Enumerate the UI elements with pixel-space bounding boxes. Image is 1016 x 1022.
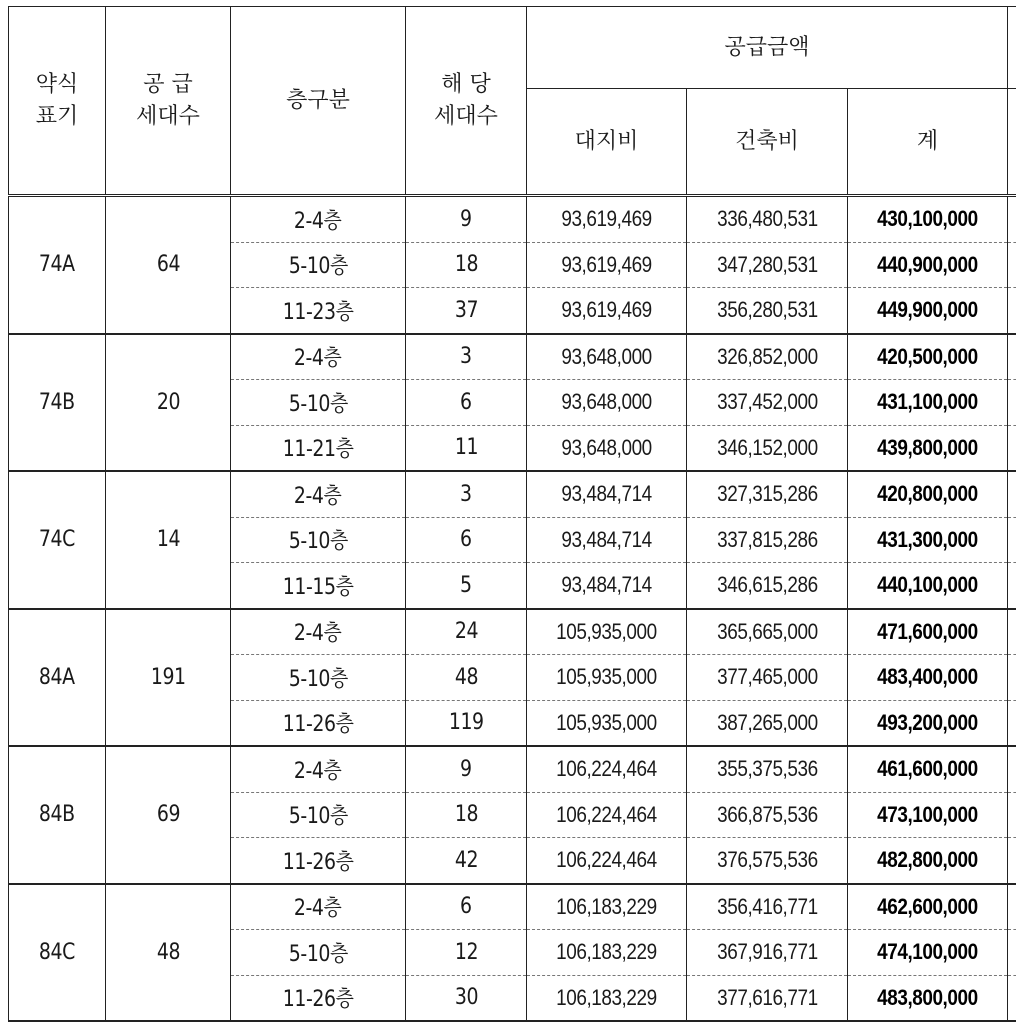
land-cell: [527, 655, 687, 701]
total-cell-text: 430,100,000: [877, 206, 978, 232]
floor-cell-text: 11-15층: [282, 574, 354, 600]
extra-cut-cell: [1008, 746, 1016, 792]
units-cell: [406, 975, 527, 1021]
supply-cell: [106, 746, 231, 884]
floor-cell-text: 5-10층: [288, 529, 348, 555]
floor-cell: [231, 380, 406, 426]
type-cell-text: 84C: [38, 939, 75, 965]
extra-cut-cell: [1008, 838, 1016, 884]
supply-cell-text: 64: [156, 252, 180, 278]
extra-cut-cell: [1008, 563, 1016, 609]
building-cell-text: 347,280,531: [716, 251, 818, 277]
building-cell-text: 346,152,000: [716, 434, 818, 460]
table-row: [9, 609, 1016, 655]
land-cell: [527, 884, 687, 930]
building-cell: [687, 242, 848, 288]
floor-cell: [231, 196, 406, 243]
floor-cell: [231, 975, 406, 1021]
floor-cell-text: 2-4층: [294, 483, 342, 509]
floor-cell-text: 2-4층: [294, 758, 342, 784]
building-cell: [687, 746, 848, 792]
units-cell: [406, 884, 527, 930]
units-cell-text: 119: [448, 710, 484, 736]
supply-cell-text: 69: [156, 802, 180, 828]
table-row: [9, 196, 1016, 243]
floor-cell-text: 11-26층: [282, 712, 354, 738]
extra-cut-cell: [1008, 792, 1016, 838]
header-land: 대지비: [527, 89, 687, 196]
type-cell-text: 74C: [38, 527, 75, 553]
header-units-line2: 세대수: [434, 103, 498, 129]
building-cell: [687, 288, 848, 334]
building-cell-text: 346,615,286: [716, 572, 818, 598]
supply-cell: [106, 884, 231, 1022]
units-cell-text: 11: [454, 435, 478, 461]
building-cell-text: 337,815,286: [716, 526, 818, 552]
type-cell: [9, 196, 106, 334]
land-cell-text: 106,183,229: [556, 893, 657, 919]
total-cell-text: 431,100,000: [877, 389, 978, 415]
extra-cut-cell: [1008, 700, 1016, 746]
extra-cut-cell: [1008, 380, 1016, 426]
units-cell: [406, 838, 527, 884]
type-cell: [9, 746, 106, 884]
units-cell-text: 6: [460, 527, 472, 553]
total-cell-text: 440,900,000: [877, 251, 978, 277]
land-cell-text: 106,224,464: [556, 801, 657, 827]
supply-cell: [106, 471, 231, 609]
extra-cut-cell: [1008, 471, 1016, 517]
units-cell: [406, 517, 527, 563]
units-cell-text: 5: [460, 572, 472, 598]
total-cell: [848, 425, 1008, 471]
type-cell: [9, 609, 106, 747]
table-header: [9, 7, 1016, 196]
total-cell-text: 483,400,000: [877, 664, 978, 690]
floor-cell: [231, 700, 406, 746]
units-cell: [406, 930, 527, 976]
floor-cell-text: 2-4층: [294, 346, 342, 372]
building-cell-text: 355,375,536: [716, 756, 818, 782]
total-cell-text: 493,200,000: [877, 709, 978, 735]
header-total: 계: [848, 89, 1008, 196]
units-cell-text: 6: [460, 894, 472, 920]
land-cell: [527, 196, 687, 243]
total-cell-text: 440,100,000: [877, 572, 978, 598]
land-cell-text: 93,619,469: [561, 297, 652, 323]
total-cell: [848, 655, 1008, 701]
building-cell-text: 376,575,536: [716, 847, 818, 873]
land-cell-text: 106,224,464: [556, 847, 657, 873]
table-row: [9, 884, 1016, 930]
land-cell: [527, 792, 687, 838]
units-cell-text: 9: [460, 206, 472, 232]
land-cell-text: 93,619,469: [561, 251, 652, 277]
units-cell-text: 9: [460, 756, 472, 782]
total-cell: [848, 563, 1008, 609]
total-cell: [848, 517, 1008, 563]
land-cell-text: 106,183,229: [556, 939, 657, 965]
table-row: [9, 746, 1016, 792]
header-extra-cut: [1008, 7, 1016, 89]
floor-cell: [231, 792, 406, 838]
building-cell-text: 367,916,771: [716, 939, 818, 965]
extra-cut-cell: [1008, 975, 1016, 1021]
floor-cell: [231, 288, 406, 334]
units-cell: [406, 196, 527, 243]
extra-cut-cell: [1008, 655, 1016, 701]
supply-price-table: [8, 6, 1016, 1022]
land-cell: [527, 746, 687, 792]
floor-cell: [231, 609, 406, 655]
floor-cell: [231, 930, 406, 976]
building-cell: [687, 380, 848, 426]
total-cell-text: 474,100,000: [877, 939, 978, 965]
total-cell: [848, 700, 1008, 746]
building-cell: [687, 975, 848, 1021]
land-cell: [527, 609, 687, 655]
land-cell: [527, 471, 687, 517]
total-cell-text: 420,800,000: [877, 481, 978, 507]
building-cell-text: 336,480,531: [716, 206, 818, 232]
units-cell: [406, 609, 527, 655]
land-cell: [527, 975, 687, 1021]
building-cell-text: 387,265,000: [716, 709, 818, 735]
supply-cell: [106, 196, 231, 334]
building-cell: [687, 655, 848, 701]
extra-cut-cell: [1008, 930, 1016, 976]
building-cell: [687, 563, 848, 609]
land-cell-text: 105,935,000: [556, 709, 657, 735]
land-cell-text: 93,648,000: [561, 343, 652, 369]
total-cell: [848, 242, 1008, 288]
units-cell-text: 42: [454, 847, 478, 873]
header-units-line1: 해 당: [441, 71, 491, 97]
total-cell-text: 449,900,000: [877, 297, 978, 323]
floor-cell-text: 5-10층: [288, 666, 348, 692]
units-cell: [406, 242, 527, 288]
floor-cell-text: 5-10층: [288, 254, 348, 280]
units-cell-text: 30: [454, 985, 478, 1011]
units-cell-text: 24: [454, 619, 478, 645]
units-cell: [406, 334, 527, 380]
floor-cell-text: 5-10층: [288, 391, 348, 417]
building-cell: [687, 609, 848, 655]
total-cell: [848, 288, 1008, 334]
units-cell: [406, 425, 527, 471]
total-cell: [848, 838, 1008, 884]
total-cell-text: 420,500,000: [877, 343, 978, 369]
total-cell-text: 431,300,000: [877, 526, 978, 552]
total-cell-text: 483,800,000: [877, 984, 978, 1010]
floor-cell: [231, 884, 406, 930]
units-cell-text: 6: [460, 389, 472, 415]
building-cell: [687, 334, 848, 380]
total-cell: [848, 884, 1008, 930]
building-cell-text: 356,280,531: [716, 297, 818, 323]
total-cell-text: 439,800,000: [877, 434, 978, 460]
total-cell: [848, 930, 1008, 976]
table-row: [9, 334, 1016, 380]
floor-cell: [231, 517, 406, 563]
header-applicable-units: [406, 7, 527, 196]
supply-cell-text: 14: [156, 527, 180, 553]
supply-cell: [106, 334, 231, 472]
units-cell: [406, 563, 527, 609]
building-cell: [687, 838, 848, 884]
header-supply-units: [106, 7, 231, 196]
building-cell: [687, 425, 848, 471]
floor-cell: [231, 242, 406, 288]
floor-cell-text: 2-4층: [294, 621, 342, 647]
land-cell: [527, 930, 687, 976]
floor-cell-text: 11-23층: [282, 299, 354, 325]
header-price-group: 공급금액: [527, 7, 1008, 89]
header-extra-cut-2: [1008, 89, 1016, 196]
supply-cell-text: 48: [156, 939, 180, 965]
land-cell-text: 93,484,714: [561, 526, 652, 552]
floor-cell-text: 5-10층: [288, 804, 348, 830]
building-cell: [687, 471, 848, 517]
units-cell-text: 37: [454, 297, 478, 323]
floor-cell-text: 2-4층: [294, 208, 342, 234]
floor-cell-text: 5-10층: [288, 941, 348, 967]
units-cell: [406, 655, 527, 701]
units-cell-text: 48: [454, 664, 478, 690]
land-cell-text: 93,484,714: [561, 481, 652, 507]
units-cell: [406, 792, 527, 838]
units-cell: [406, 471, 527, 517]
header-supply-line1: 공 급: [143, 71, 193, 97]
price-table-container: [8, 6, 1016, 1022]
land-cell-text: 106,183,229: [556, 984, 657, 1010]
floor-cell-text: 11-21층: [282, 437, 354, 463]
extra-cut-cell: [1008, 884, 1016, 930]
units-cell: [406, 288, 527, 334]
units-cell-text: 12: [454, 939, 478, 965]
building-cell-text: 337,452,000: [716, 389, 818, 415]
total-cell-text: 461,600,000: [877, 756, 978, 782]
extra-cut-cell: [1008, 334, 1016, 380]
units-cell-text: 18: [454, 802, 478, 828]
units-cell: [406, 380, 527, 426]
table-row: [9, 471, 1016, 517]
extra-cut-cell: [1008, 517, 1016, 563]
extra-cut-cell: [1008, 242, 1016, 288]
land-cell-text: 93,648,000: [561, 389, 652, 415]
building-cell: [687, 196, 848, 243]
extra-cut-cell: [1008, 196, 1016, 243]
total-cell-text: 471,600,000: [877, 618, 978, 644]
land-cell: [527, 380, 687, 426]
type-cell: [9, 884, 106, 1022]
header-type-line2: 표기: [35, 103, 79, 129]
total-cell: [848, 975, 1008, 1021]
extra-cut-cell: [1008, 609, 1016, 655]
land-cell: [527, 425, 687, 471]
extra-cut-cell: [1008, 288, 1016, 334]
building-cell-text: 366,875,536: [716, 801, 818, 827]
total-cell-text: 462,600,000: [877, 893, 978, 919]
building-cell-text: 377,465,000: [716, 664, 818, 690]
land-cell: [527, 838, 687, 884]
units-cell-text: 18: [454, 252, 478, 278]
total-cell: [848, 196, 1008, 243]
floor-cell: [231, 838, 406, 884]
supply-cell-text: 20: [156, 389, 180, 415]
header-building: 건축비: [687, 89, 848, 196]
land-cell: [527, 563, 687, 609]
land-cell: [527, 334, 687, 380]
floor-cell: [231, 334, 406, 380]
type-cell-text: 74B: [39, 389, 75, 415]
land-cell-text: 93,484,714: [561, 572, 652, 598]
floor-cell: [231, 425, 406, 471]
land-cell-text: 93,619,469: [561, 206, 652, 232]
building-cell-text: 377,616,771: [716, 984, 818, 1010]
building-cell: [687, 700, 848, 746]
building-cell: [687, 884, 848, 930]
supply-cell: [106, 609, 231, 747]
type-cell-text: 74A: [39, 252, 75, 278]
total-cell-text: 473,100,000: [877, 801, 978, 827]
header-supply-line2: 세대수: [136, 103, 200, 129]
total-cell: [848, 792, 1008, 838]
supply-cell-text: 191: [150, 664, 186, 690]
units-cell: [406, 700, 527, 746]
land-cell: [527, 700, 687, 746]
header-floor: 층구분: [231, 7, 406, 196]
type-cell-text: 84B: [39, 802, 75, 828]
floor-cell: [231, 471, 406, 517]
building-cell: [687, 517, 848, 563]
total-cell: [848, 609, 1008, 655]
total-cell: [848, 334, 1008, 380]
land-cell-text: 93,648,000: [561, 434, 652, 460]
building-cell: [687, 930, 848, 976]
floor-cell: [231, 746, 406, 792]
building-cell: [687, 792, 848, 838]
total-cell: [848, 471, 1008, 517]
units-cell: [406, 746, 527, 792]
building-cell-text: 356,416,771: [716, 893, 818, 919]
units-cell-text: 3: [460, 481, 472, 507]
table-body: [9, 196, 1016, 1022]
total-cell-text: 482,800,000: [877, 847, 978, 873]
header-type-line1: 약식: [35, 71, 79, 97]
total-cell: [848, 746, 1008, 792]
units-cell-text: 3: [460, 344, 472, 370]
land-cell-text: 105,935,000: [556, 618, 657, 644]
land-cell: [527, 242, 687, 288]
land-cell: [527, 517, 687, 563]
floor-cell-text: 2-4층: [294, 896, 342, 922]
total-cell: [848, 380, 1008, 426]
land-cell: [527, 288, 687, 334]
building-cell-text: 327,315,286: [716, 481, 818, 507]
type-cell-text: 84A: [39, 664, 75, 690]
floor-cell-text: 11-26층: [282, 849, 354, 875]
type-cell: [9, 471, 106, 609]
floor-cell: [231, 655, 406, 701]
building-cell-text: 365,665,000: [716, 618, 818, 644]
land-cell-text: 106,224,464: [556, 756, 657, 782]
type-cell: [9, 334, 106, 472]
floor-cell-text: 11-26층: [282, 987, 354, 1013]
building-cell-text: 326,852,000: [716, 343, 818, 369]
land-cell-text: 105,935,000: [556, 664, 657, 690]
floor-cell: [231, 563, 406, 609]
header-type: [9, 7, 106, 196]
extra-cut-cell: [1008, 425, 1016, 471]
